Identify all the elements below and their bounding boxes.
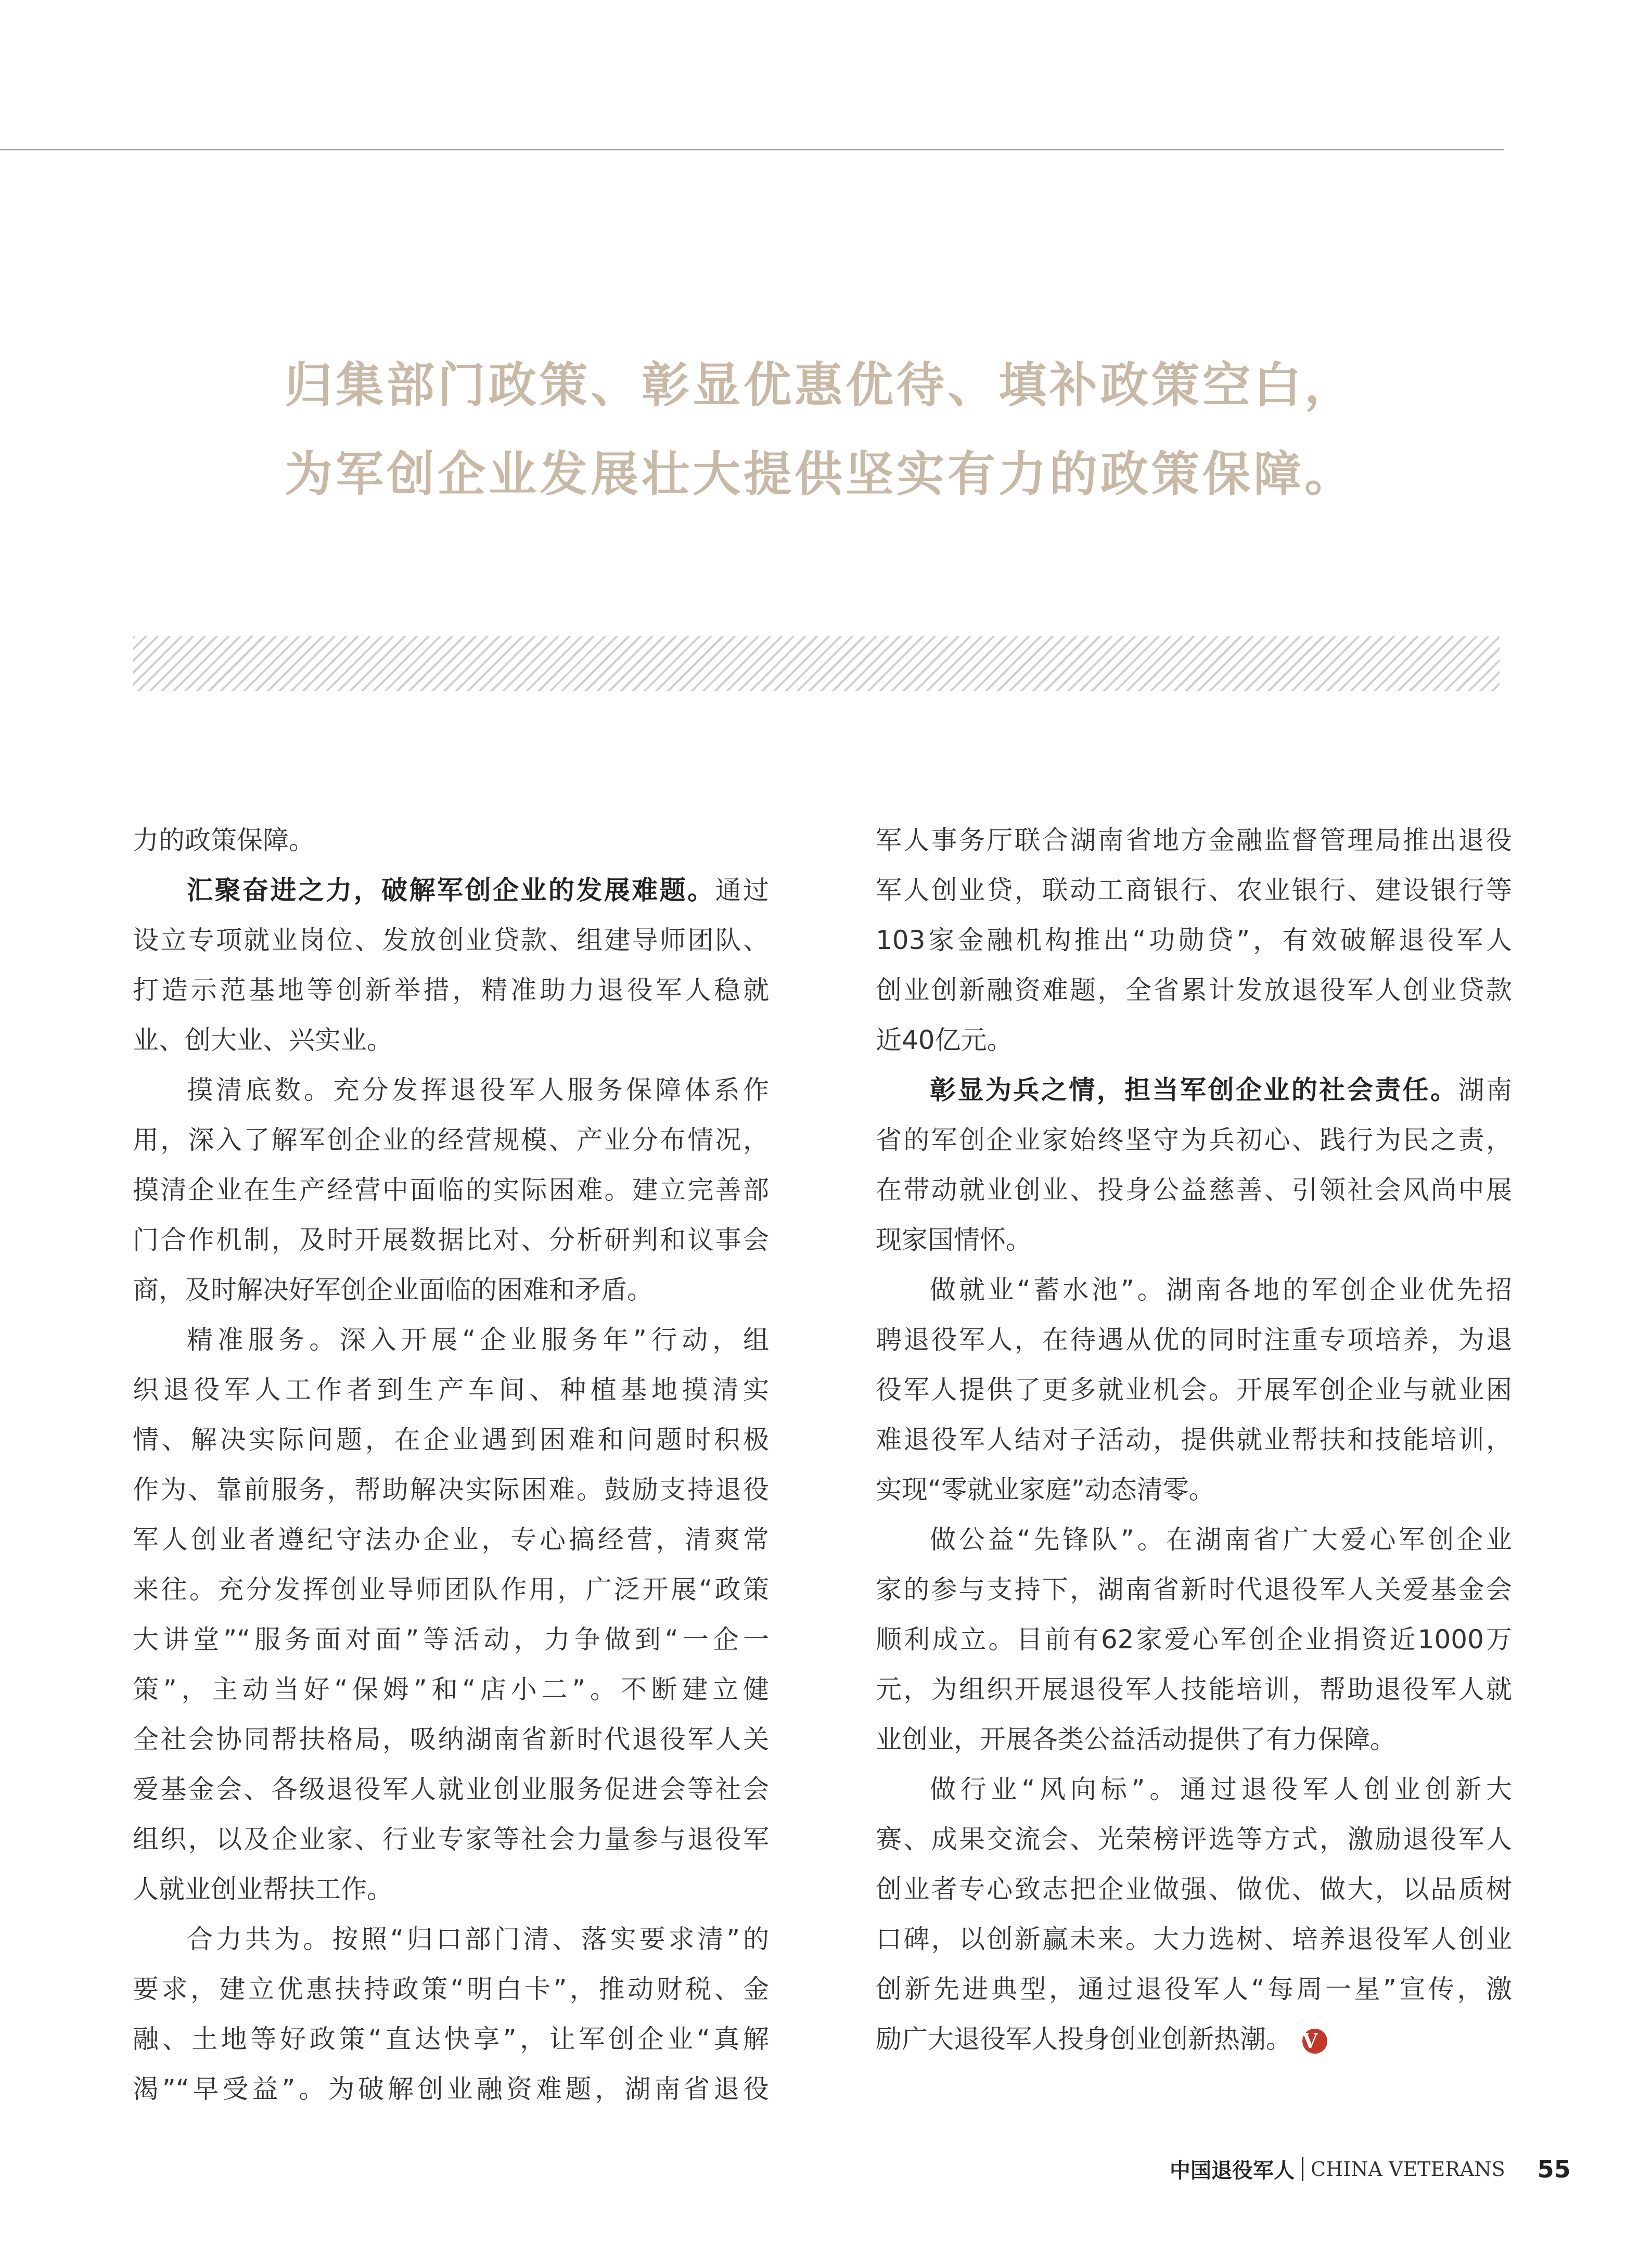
line-text: 励广大退役军人投身创业创新热潮。	[876, 2024, 1292, 2054]
text-line	[876, 1664, 1512, 1714]
line-text: 顺利成立。目前有62家爱心军创企业捐资近1000万	[876, 1624, 1512, 1655]
line-text: 设立专项就业岗位、发放创业贷款、组建导师团队、	[133, 925, 769, 955]
line-text: 打造示范基地等创新举措，精准助力退役军人稳就	[133, 975, 769, 1005]
line-text: 现家国情怀。	[876, 1225, 1032, 1255]
line-text: 省的军创企业家始终坚守为兵初心、践行为民之责，	[876, 1125, 1512, 1155]
line-text: 要求，建立优惠扶持政策“明白卡”，推动财税、金	[133, 1974, 769, 2004]
line-text: 难退役军人结对子活动，提供就业帮扶和技能培训，	[876, 1425, 1512, 1455]
v-end-mark-icon: V	[1302, 2029, 1327, 2054]
line-text: 来往。充分发挥创业导师团队作用，广泛开展“政策	[133, 1574, 769, 1605]
text-line	[133, 1365, 769, 1415]
pull-quote-line-2: 为军创企业发展壮大提供坚实有力的政策保障。	[285, 446, 1356, 502]
text-line	[876, 1515, 1512, 1565]
text-line	[133, 815, 769, 865]
text-line	[133, 1814, 769, 1864]
text-line	[876, 1914, 1512, 1964]
text-line	[876, 915, 1512, 965]
line-text: 创业者专心致志把企业做强、做优、做大，以品质树	[876, 1874, 1512, 1904]
line-text: 情、解决实际问题，在企业遇到困难和问题时积极	[133, 1425, 769, 1455]
line-text: 103家金融机构推出“功勋贷”，有效破解退役军人	[876, 925, 1512, 955]
text-line	[876, 1165, 1512, 1215]
line-text: 聘退役军人，在待遇从优的同时注重专项培养，为退	[876, 1325, 1512, 1355]
line-text: 在带动就业创业、投身公益慈善、引领社会风尚中展	[876, 1175, 1512, 1205]
line-text: 军人创业者遵纪守法办企业，专心搞经营，清爽常	[133, 1524, 769, 1555]
line-text: 门合作机制，及时开展数据比对、分析研判和议事会	[133, 1225, 769, 1255]
footer-divider	[1302, 2157, 1303, 2181]
line-text: 力的政策保障。	[133, 825, 315, 855]
line-text: 役军人提供了更多就业机会。开展军创企业与就业困	[876, 1375, 1512, 1405]
text-line	[133, 1964, 769, 2014]
page-number: 55	[1537, 2155, 1571, 2183]
text-line	[133, 915, 769, 965]
line-text: 通过	[715, 875, 770, 905]
text-line	[133, 1065, 769, 1115]
text-line	[876, 1814, 1512, 1864]
text-line	[876, 1565, 1512, 1615]
header-rule	[0, 149, 1504, 150]
line-text: 军人创业贷，联动工商银行、农业银行、建设银行等	[876, 875, 1512, 905]
line-text: 合力共为。按照“归口部门清、落实要求清”的	[187, 1924, 769, 1954]
line-text: 做公益“先锋队”。在湖南省广大爱心军创企业	[930, 1524, 1512, 1555]
text-line	[133, 1315, 769, 1365]
text-line	[876, 1615, 1512, 1664]
line-text: 湖南	[1458, 1075, 1513, 1105]
text-line	[876, 1964, 1512, 2014]
bold-lead-in: 彰显为兵之情，担当军创企业的社会责任。	[930, 1075, 1458, 1105]
text-line	[133, 865, 769, 915]
text-line	[876, 1215, 1512, 1265]
line-text: 融、土地等好政策“直达快享”，让军创企业“真解	[133, 2024, 769, 2054]
text-line	[133, 1864, 769, 1914]
text-line	[876, 1764, 1512, 1814]
article-column-left	[133, 815, 769, 2114]
line-text: 口碑，以创新赢未来。大力选树、培养退役军人创业	[876, 1924, 1512, 1954]
text-line	[133, 1465, 769, 1515]
text-line	[876, 1365, 1512, 1415]
line-text: 业、创大业、兴实业。	[133, 1025, 393, 1055]
line-text: 织退役军人工作者到生产车间、种植基地摸清实	[133, 1375, 769, 1405]
line-text: 全社会协同帮扶格局，吸纳湖南省新时代退役军人关	[133, 1724, 769, 1754]
line-text: 创业创新融资难题，全省累计发放退役军人创业贷款	[876, 975, 1512, 1005]
line-text: 军人事务厅联合湖南省地方金融监督管理局推出退役	[876, 825, 1512, 855]
text-line	[876, 865, 1512, 915]
line-text: 业创业，开展各类公益活动提供了有力保障。	[876, 1724, 1396, 1754]
line-text: 精准服务。深入开展“企业服务年”行动，组	[187, 1325, 769, 1355]
line-text: 人就业创业帮扶工作。	[133, 1874, 393, 1904]
text-line	[133, 1215, 769, 1265]
text-line	[876, 1065, 1512, 1115]
line-text: 家的参与支持下，湖南省新时代退役军人关爱基金会	[876, 1574, 1512, 1605]
line-text: 渴”“早受益”。为破解创业融资难题，湖南省退役	[133, 2074, 769, 2104]
line-text: 赛、成果交流会、光荣榜评选等方式，激励退役军人	[876, 1824, 1512, 1854]
line-text: 做就业“蓄水池”。湖南各地的军创企业优先招	[930, 1275, 1512, 1305]
hatched-divider	[133, 636, 1500, 691]
line-text: 创新先进典型，通过退役军人“每周一星”宣传，激	[876, 1974, 1512, 2004]
text-line	[876, 1115, 1512, 1165]
text-line	[133, 1914, 769, 1964]
line-text: 爱基金会、各级退役军人就业创业服务促进会等社会	[133, 1774, 769, 1804]
line-text: 商，及时解决好军创企业面临的困难和矛盾。	[133, 1275, 653, 1305]
line-text: 作为、靠前服务，帮助解决实际困难。鼓励支持退役	[133, 1475, 769, 1505]
line-text: 元，为组织开展退役军人技能培训，帮助退役军人就	[876, 1674, 1512, 1705]
text-line	[876, 1265, 1512, 1315]
text-line	[876, 1864, 1512, 1914]
text-line	[133, 1565, 769, 1615]
text-line	[876, 1465, 1512, 1515]
magazine-name-cn: 中国退役军人	[1170, 2159, 1295, 2183]
text-line	[876, 1714, 1512, 1764]
line-text: 实现“零就业家庭”动态清零。	[876, 1475, 1215, 1505]
text-line	[133, 1015, 769, 1065]
text-line	[133, 2064, 769, 2114]
text-line	[133, 1165, 769, 1215]
text-line	[876, 965, 1512, 1015]
text-line	[876, 1315, 1512, 1365]
line-text: 做行业“风向标”。通过退役军人创业创新大	[930, 1774, 1512, 1804]
bold-lead-in: 汇聚奋进之力，破解军创企业的发展难题。	[187, 875, 715, 905]
text-line	[133, 2014, 769, 2064]
line-text: 近40亿元。	[876, 1025, 1013, 1055]
text-line	[133, 1615, 769, 1664]
text-line	[133, 1265, 769, 1315]
text-line	[876, 1015, 1512, 1065]
article-column-right	[876, 815, 1512, 2064]
pull-quote-line-1: 归集部门政策、彰显优惠优待、填补政策空白，	[285, 357, 1356, 413]
text-line	[133, 1764, 769, 1814]
text-line	[133, 1515, 769, 1565]
text-line	[876, 815, 1512, 865]
line-text: 摸清底数。充分发挥退役军人服务保障体系作	[187, 1075, 769, 1105]
line-text: 组织，以及企业家、行业专家等社会力量参与退役军	[133, 1824, 769, 1854]
line-text: 大讲堂”“服务面对面”等活动，力争做到“一企一	[133, 1624, 769, 1655]
text-line	[133, 1664, 769, 1714]
line-text: 用，深入了解军创企业的经营规模、产业分布情况，	[133, 1125, 769, 1155]
text-line	[133, 965, 769, 1015]
line-text: 摸清企业在生产经营中面临的实际困难。建立完善部	[133, 1175, 769, 1205]
text-line	[876, 1415, 1512, 1465]
text-line	[133, 1115, 769, 1165]
magazine-name-en: CHINA VETERANS	[1311, 2157, 1505, 2181]
page-footer	[1170, 2154, 1571, 2184]
line-text: 策”，主动当好“保姆”和“店小二”。不断建立健	[133, 1674, 769, 1705]
text-line	[133, 1714, 769, 1764]
text-line	[876, 2014, 1512, 2064]
text-line	[133, 1415, 769, 1465]
